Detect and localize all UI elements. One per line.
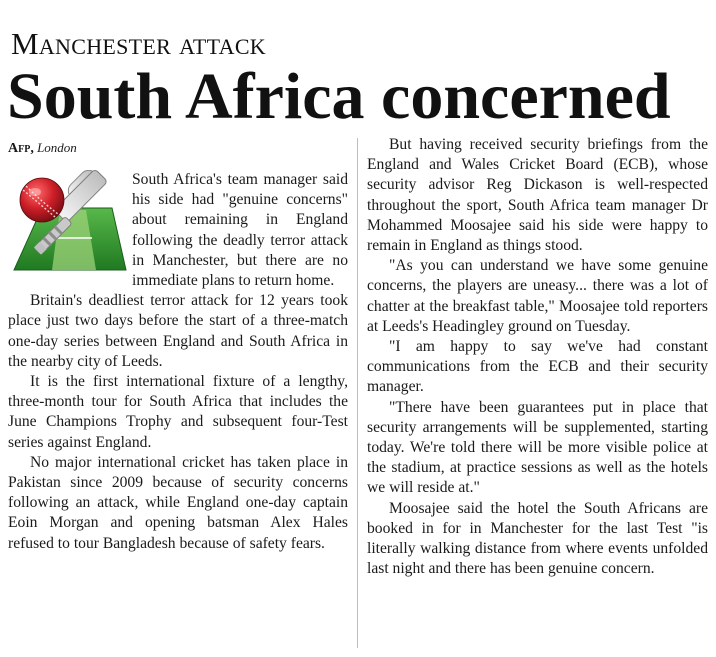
column-divider [357,138,358,648]
column-left [8,170,348,554]
paragraph: No major international cricket has taken place in Pakistan since 2009 because of security concerns following an attack, while England one-day captain Eoin Morgan and opening batsman Alex Hales refused to tour Bangladesh because of safety fears. [8,453,348,552]
paragraph: It is the first international fixture of a lengthy, three-month tour for South Africa that includes the June Champions Trophy and subsequent four-Test series against England. [8,373,348,451]
byline-location: London [37,140,77,155]
paragraph: "There have been guarantees put in place that security arrangements will be supplemented, starting today. We're told there will be more visible police at the stadium, at practice sessions as well as the hotels we will reside at." [367,398,708,497]
paragraph: South Africa's team manager said his side had "genuine concerns" about remaining in England following the deadly terror attack in Manchester, but there are no immediate plans to return home. [132,171,348,290]
paragraph: But having received security briefings from the England and Wales Cricket Board (ECB), whose security advisor Reg Dickason is well-respected throughout the sport, South Africa team manager Dr Mohammed Moosajee said his side were happy to remain in England as things stood. [367,136,708,255]
kicker: Manchester attack [11,26,266,61]
headline: South Africa concerned [7,60,671,133]
paragraph: "I am happy to say we've had constant communications from the ECB and their security manager. [367,338,708,396]
cricket-ball-bat-pitch-icon [8,170,128,274]
paragraph: Moosajee said the hotel the South Africans are booked in for in Manchester for the last Test "is literally walking distance from where events unfolded last night and there has been genuine concern. [367,499,708,578]
column-right [367,135,708,579]
byline-source: Afp, [8,141,34,156]
byline [8,140,77,157]
paragraph: Britain's deadliest terror attack for 12 years took place just two days before the start of a three-match one-day series between England and South Africa in the nearby city of Leeds. [8,292,348,370]
paragraph: "As you can understand we have some genuine concerns, the players are uneasy... there was a lot of chatter at the breakfast table," Moosajee told reporters at Leeds's Headingley ground on Tuesday. [367,257,708,335]
